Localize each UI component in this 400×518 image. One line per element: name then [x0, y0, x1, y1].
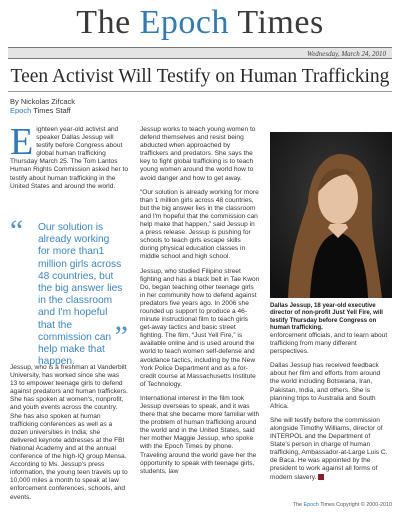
paragraph: Dallas Jessup has received feedback about her film and efforts from around the world including Botswana, Iran, Pakistan, India, and others. She is planning trips to Australia and South Africa. — [270, 362, 381, 410]
close-quote-icon: ” — [114, 320, 128, 353]
footer-pre: The — [292, 502, 304, 508]
paragraph: Jessup, who is a freshman at Vanderbilt University, has worked since she was 13 to empower teenage girls to defend against predators and human traffickers. She has spoken at women's, nonprofit, and youth events across the country. She has also spoken at human trafficking conferences as well as a dozen universities in India; she delivered keynote addresses at the FBI National Academy and at the annual conference of the high-IQ group Mensa. According to Ms. Jessup's press information, the young teen travels up to 10,000 miles a month to speak at law enforcement conferences, schools, and events. — [10, 364, 128, 501]
pull-quote-text: Our solution is already working for more than1 million girls across 48 countries, but the big answer lies in the classroom and I'm hopeful that the commission can help make that happen. — [38, 222, 123, 368]
paragraph-final — [270, 417, 390, 482]
masthead-accent: Epoch — [139, 4, 230, 41]
dateline: Wednesday, March 24, 2010 — [8, 47, 392, 59]
byline-brand: Epoch — [10, 106, 32, 115]
drop-cap: E — [10, 121, 34, 163]
portrait-illustration — [270, 132, 392, 298]
end-mark-icon — [318, 474, 324, 480]
headline: Teen Activist Will Testify on Human Trafficking — [10, 66, 390, 87]
byline — [10, 97, 75, 115]
masthead-pre: The — [76, 4, 140, 41]
paragraph: “Our solution is already working for more than 1 million girls across 48 countries, but the big answer lies in the classroom and I'm hopeful that the commission can help make that happen,” said Jessup in a press release. Jessup is pushing for schools to teach girls escape skills during physical education classes in middle school and high school. — [140, 188, 259, 261]
paragraph-text: She will testify before the commission alongside Timothy Williams, director of INTERPOL and the Department of State's person in charge of human trafficking, Ambassador-at-Large Luis C. de Baca. He was appointed by the president to work against all forms of modern slavery. — [270, 416, 388, 481]
paragraph: Jessup, who studied Filipino street fighting and has a black belt in Tae Kwon Do, began teaching other teenage girls in her community how to defend against predators five years ago. In 2006 she rounded up support to produce a 46-minute instructional film to teach girls get-away tactics and basic street fighting. The film, “Just Yell Fire,” is available online and is used around the world to teach women self-defense and avoidance tactics, including by the New York Police Department and as a for-credit course at Massachusetts Institute of Technology. — [140, 267, 260, 388]
column-1-lead — [10, 121, 129, 197]
byline-staff — [10, 106, 75, 115]
masthead-logo — [0, 6, 400, 40]
photo-caption: Dallas Jessup, 18 year-old executive director of non-profit Just Yell Fire, will testify Thursday before Congress on human trafficking. — [270, 302, 383, 332]
divider — [8, 91, 392, 92]
masthead-post: Times — [229, 4, 324, 41]
byline-staff-label: Times Staff — [31, 106, 71, 115]
footer-copyright: Times Copyright © 2000-2010 — [318, 502, 392, 508]
column-2 — [140, 126, 260, 482]
open-quote-icon: “ — [10, 214, 24, 247]
column-1-body — [10, 364, 128, 508]
footer-brand: Epoch — [303, 502, 319, 508]
paragraph: Jessup works to teach young women to defend themselves and resist being abducted when approached by traffickers and predators. She says the key to fight global trafficking is to teach young women around the world how to avoid danger and how to get away. — [140, 126, 256, 182]
column-3 — [270, 332, 390, 488]
lead-paragraph: ighteen year-old activist and speaker Dallas Jessup will testify before Congress about global human trafficking Thursday March 25. The Tom Lantos Human Rights Commission asked her to testify about human trafficking in the United States and around the world. — [10, 126, 129, 190]
pull-quote — [10, 214, 128, 368]
paragraph: enforcement officials, and to learn about trafficking from many different perspectives. — [270, 332, 388, 356]
paragraph: International interest in the film took Jessup overseas to speak, and it was there that she became more familiar with the problem of human trafficking around the world and in the United States, said her mother Maggie Jessup, who spoke with the Epoch Times by phone. Traveling around the world gave her the opportunity to speak with teenage girls, students, law — [140, 394, 260, 475]
portrait-photo — [270, 132, 392, 298]
footer — [270, 502, 392, 509]
byline-author: By Nickolas Zifcack — [10, 97, 76, 106]
